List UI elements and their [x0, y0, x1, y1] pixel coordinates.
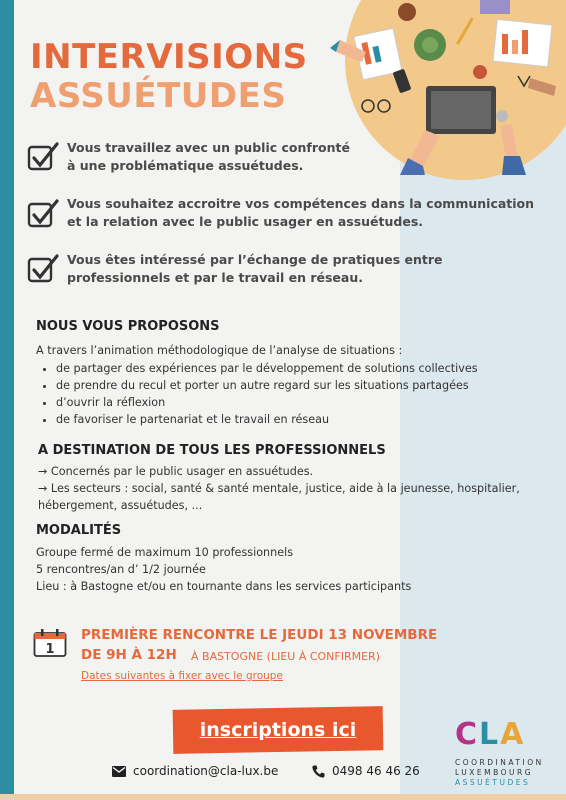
event-date-line: PREMIÈRE RENCONTRE LE JEUDI 13 NOVEMBRE	[81, 627, 438, 643]
list-item: • de partager des expériences par le développement de solutions collectives	[56, 360, 478, 377]
page-title-line1: INTERVISIONS	[30, 37, 308, 77]
bottom-accent-stripe	[0, 794, 566, 800]
calendar-icon	[33, 628, 67, 658]
contact-email[interactable]	[112, 764, 278, 778]
logo-letter-c: C	[455, 717, 480, 752]
logo-letter-a: A	[500, 717, 526, 752]
list-item: Lieu : à Bastogne et/ou en tournante dans les services participants	[36, 580, 412, 593]
list-item: • d’ouvrir la réflexion	[56, 394, 478, 411]
logo-letter-l: L	[479, 717, 501, 752]
list-item: → Les secteurs : social, santé & santé mentale, justice, aide à la jeunesse, hospitalier, hébergement, assuétudes, ...	[38, 482, 520, 512]
logo-line-1: COORDINATION	[455, 758, 544, 767]
calendar-number: 1	[45, 642, 55, 657]
statement-1-line1: Vous travaillez avec un public confronté	[67, 140, 350, 155]
contact-email-text: coordination@cla-lux.be	[133, 764, 279, 778]
phone-icon	[312, 765, 325, 778]
event-note-link[interactable]: Dates suivantes à fixer avec le groupe	[81, 670, 283, 682]
logo-letters	[455, 717, 545, 752]
statement-3	[67, 251, 547, 287]
contact-phone[interactable]	[312, 764, 420, 778]
destination-heading: A DESTINATION DE TOUS LES PROFESSIONNELS	[38, 443, 386, 458]
inscriptions-button[interactable]: inscriptions ici	[199, 719, 357, 741]
statement-2	[67, 195, 547, 231]
cla-logo	[455, 717, 545, 788]
logo-line-2: LUXEMBOURG	[455, 768, 534, 777]
list-item: • de prendre du recul et porter un autre regard sur les situations partagées	[56, 377, 478, 394]
statement-1	[67, 139, 547, 175]
checkbox-check-icon	[26, 140, 60, 174]
checkbox-check-icon	[26, 252, 60, 286]
statement-3-line1: Vous êtes intéressé par l’échange de pratiques entre	[67, 252, 443, 267]
proposons-heading: NOUS VOUS PROPOSONS	[36, 319, 220, 334]
list-item: • de favoriser le partenariat et le travail en réseau	[56, 411, 478, 428]
statement-2-line1: Vous souhaitez accroitre vos compétences dans la communication	[67, 196, 535, 211]
event-time-line: DE 9H À 12H	[81, 647, 177, 663]
statement-2-line2: et la relation avec le public usager en assuétudes.	[67, 214, 424, 229]
mail-icon	[112, 766, 126, 777]
modalites-heading: MODALITÉS	[36, 523, 122, 538]
statement-1-line2: à une problématique assuétudes.	[67, 158, 304, 173]
destination-list	[38, 463, 548, 514]
proposons-list	[36, 360, 478, 428]
checkbox-check-icon	[26, 197, 60, 231]
statement-3-line2: professionnels et par le travail en réseau.	[67, 270, 363, 285]
list-item: Groupe fermé de maximum 10 professionnels	[36, 546, 294, 559]
modalites-list	[36, 544, 411, 595]
proposons-intro: A travers l’animation méthodologique de l’analyse de situations :	[36, 344, 403, 357]
event-location: À BASTOGNE (LIEU À CONFIRMER)	[191, 650, 380, 663]
contact-phone-text: 0498 46 46 26	[332, 764, 420, 778]
logo-line-3: ASSUÉTUDES	[455, 778, 531, 787]
page-title-line2: ASSUÉTUDES	[30, 76, 287, 116]
list-item: 5 rencontres/an d’ 1/2 journée	[36, 563, 206, 576]
left-accent-stripe	[0, 0, 14, 800]
list-item: → Concernés par le public usager en assuétudes.	[38, 465, 314, 478]
